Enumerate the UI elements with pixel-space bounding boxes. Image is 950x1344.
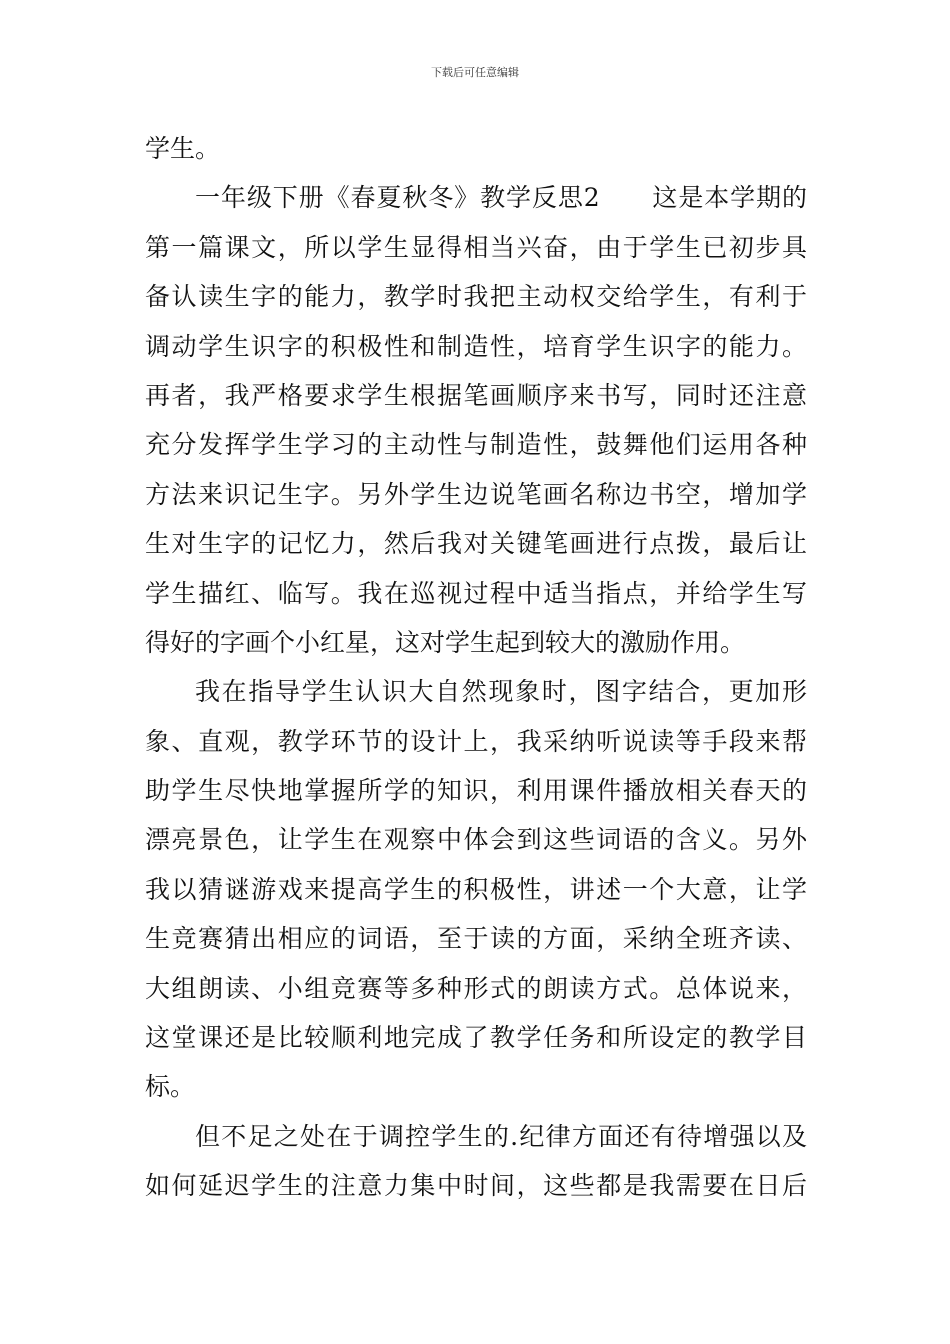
paragraph-start-line: 一年级下册《春夏秋冬》教学反思2 这是本学期的 (195, 183, 807, 213)
text-line: 备认读生字的能力，教学时我把主动权交给学生，有利于 (145, 282, 807, 312)
text-line: 得好的字画个小红星，这对学生起到较大的激励作用。 (145, 627, 746, 657)
text-line: 如何延迟学生的注意力集中时间，这些都是我需要在日后 (145, 1171, 807, 1201)
text-line: 这堂课还是比较顺利地完成了教学任务和所设定的教学目 (145, 1023, 807, 1053)
text-line: 大组朗读、小组竞赛等多种形式的朗读方式。总体说来， (145, 973, 807, 1003)
text-line: 充分发挥学生学习的主动性与制造性，鼓舞他们运用各种 (145, 430, 807, 460)
page-header: 下载后可任意编辑 (431, 66, 519, 79)
text-line: 漂亮景色，让学生在观察中体会到这些词语的含义。另外 (145, 825, 807, 855)
text-line: 生对生字的记忆力，然后我对关键笔画进行点拨，最后让 (145, 529, 807, 559)
text-line: 助学生尽快地掌握所学的知识，利用课件播放相关春天的 (145, 776, 807, 806)
paragraph-start-line: 我在指导学生认识大自然现象时，图字结合，更加形 (195, 677, 807, 707)
text-line: 学生描红、临写。我在巡视过程中适当指点，并给学生写 (145, 578, 807, 608)
text-line: 生竞赛猜出相应的词语，至于读的方面，采纳全班齐读、 (145, 924, 807, 954)
text-line: 调动学生识字的积极性和制造性，培育学生识字的能力。 (145, 331, 807, 361)
text-line: 我以猜谜游戏来提高学生的积极性，讲述一个大意，让学 (145, 874, 807, 904)
text-line: 第一篇课文，所以学生显得相当兴奋，由于学生已初步具 (145, 232, 807, 262)
text-line: 象、直观，教学环节的设计上，我采纳听说读等手段来帮 (145, 726, 807, 756)
text-line: 再者，我严格要求学生根据笔画顺序来书写，同时还注意 (145, 380, 807, 410)
text-line: 学生。 (145, 134, 221, 163)
text-line: 标。 (145, 1072, 196, 1102)
document-body (145, 124, 807, 1211)
text-line: 方法来识记生字。另外学生边说笔画名称边书空，增加学 (145, 479, 807, 509)
paragraph-start-line: 但不足之处在于调控学生的.纪律方面还有待增强以及 (195, 1121, 807, 1151)
